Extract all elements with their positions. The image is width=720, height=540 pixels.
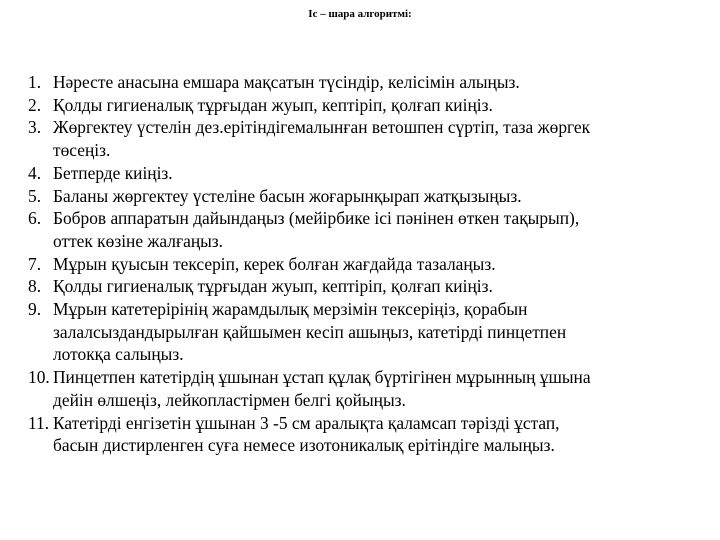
procedure-steps-list [28,71,708,457]
step-number: 3. [28,117,42,138]
step-text-line: Бетперде киіңіз. [53,162,173,183]
step-number: 2. [28,94,42,115]
step-number: 5. [28,185,42,206]
step-number: 10. [28,367,50,388]
step-4 [28,162,708,185]
step-number: 11. [28,412,50,433]
step-text-line: оттек көзіне жалғаңыз. [53,230,224,251]
step-number: 6. [28,208,42,229]
step-number: 1. [28,72,42,92]
step-text-line: лотокқа салыңыз. [53,344,184,365]
step-text-line: Мұрын катетерірінің жарамдылық мерзімін тексеріңіз, қорабын [53,299,528,320]
step-9 [28,298,708,366]
step-number: 9. [28,299,42,320]
step-text-line: Мұрын қуысын тексеріп, керек болған жағдайда тазалаңыз. [53,253,496,274]
step-text-line: Қолды гигиеналық тұрғыдан жуып, кептіріп, қолғап киіңіз. [53,276,493,297]
step-text-line: төсеңіз. [53,140,111,161]
step-text-line: Жөргектеу үстелін дез.ерітіндігемалынған ветошпен сүртіп, таза жөргек [53,117,591,138]
step-text-line: залалсыздандырылған қайшымен кесіп ашыңыз, катетірді пинцетпен [53,321,567,342]
step-text-line: Нәресте анасына емшара мақсатын түсіндір, келісімін алыңыз. [53,72,520,92]
step-1 [28,71,708,94]
step-text-line: Баланы жөргектеу үстеліне басын жоғарынқырап жатқызыңыз. [53,185,522,206]
step-number: 4. [28,162,42,183]
step-6 [28,207,708,252]
step-text-line: басын дистирленген суға немесе изотоникалық ерітіндіге малыңыз. [53,435,555,456]
step-text-line: Қолды гигиеналық тұрғыдан жуып, кептіріп, қолғап киіңіз. [53,94,493,115]
step-3 [28,116,708,161]
step-number: 7. [28,253,42,274]
step-5 [28,185,708,208]
step-text-line: дейін өлшеңіз, лейкопластірмен белгі қойыңыз. [53,389,406,410]
step-8 [28,275,708,298]
step-2 [28,94,708,117]
step-text-line: Бобров аппаратын дайындаңыз (мейірбике ісі пәнінен өткен тақырып), [53,208,580,229]
step-7 [28,253,708,276]
step-number: 8. [28,276,42,297]
step-10 [28,366,708,411]
document-title: Іс – шара алгоритмі: [308,8,412,20]
step-11 [28,412,708,457]
step-text-line: Пинцетпен катетірдің ұшынан ұстап құлақ бүртігінен мұрынның ұшына [53,367,591,388]
step-text-line: Катетірді енгізетін ұшынан 3 -5 см аралықта қаламсап тәрізді ұстап, [53,412,560,433]
